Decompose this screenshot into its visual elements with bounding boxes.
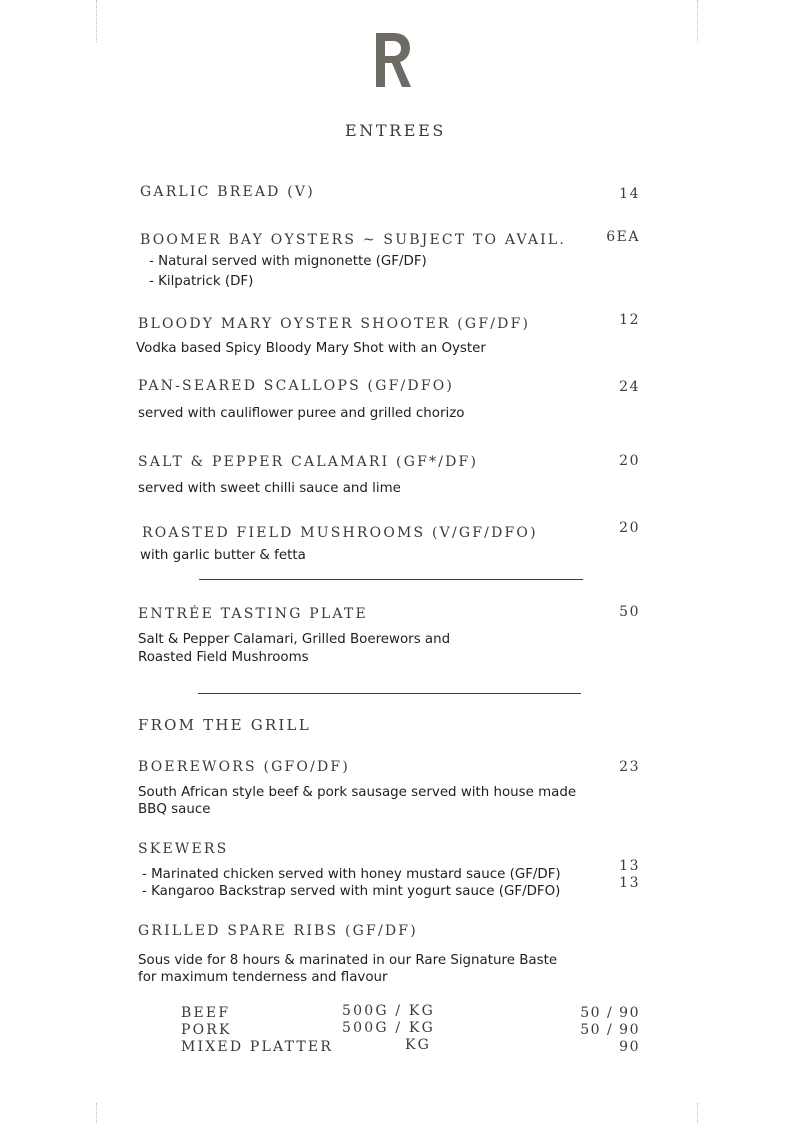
item-name-spare-ribs: GRILLED SPARE RIBS (GF/DF) (138, 923, 418, 939)
item-desc-oysters-kilpatrick: - Kilpatrick (DF) (149, 274, 254, 289)
item-price-skewers-kangaroo: 13 (619, 875, 640, 891)
item-desc-spare-ribs-line2: for maximum tenderness and flavour (138, 970, 388, 985)
ribs-row-size: KG (405, 1037, 432, 1053)
ribs-row-size: 500G / KG (342, 1020, 435, 1036)
item-price-oysters: 6EA (606, 229, 640, 245)
logo-r-icon (376, 33, 412, 87)
crop-mark-top-right (697, 0, 698, 42)
item-name-oysters: BOOMER BAY OYSTERS ~ SUBJECT TO AVAIL. (140, 232, 567, 248)
ribs-row-size: 500G / KG (342, 1003, 435, 1019)
divider-line (199, 579, 583, 580)
item-desc-oysters-natural: - Natural served with mignonette (GF/DF) (149, 254, 427, 269)
ribs-row-price: 90 (619, 1039, 640, 1055)
section-title-grill: FROM THE GRILL (138, 716, 311, 734)
item-desc-boerewors-line1: South African style beef & pork sausage served with house made (138, 785, 577, 800)
item-desc-mushrooms: with garlic butter & fetta (140, 548, 306, 563)
item-price-scallops: 24 (619, 379, 640, 395)
item-desc-scallops: served with cauliflower puree and grilled chorizo (138, 406, 465, 421)
item-desc-skewers-kangaroo: - Kangaroo Backstrap served with mint yogurt sauce (GF/DFO) (142, 884, 561, 899)
item-desc-tasting-plate-line2: Roasted Field Mushrooms (138, 650, 309, 665)
crop-mark-top-left (96, 0, 97, 42)
crop-mark-bottom-left (96, 1103, 97, 1123)
item-name-garlic-bread: GARLIC BREAD (V) (140, 184, 315, 200)
item-desc-skewers-chicken: - Marinated chicken served with honey mustard sauce (GF/DF) (142, 867, 561, 882)
item-desc-oyster-shooter: Vodka based Spicy Bloody Mary Shot with an Oyster (136, 341, 486, 356)
item-desc-spare-ribs-line1: Sous vide for 8 hours & marinated in our Rare Signature Baste (138, 953, 558, 968)
divider-line (198, 693, 581, 694)
item-name-skewers: SKEWERS (138, 841, 229, 857)
item-desc-calamari: served with sweet chilli sauce and lime (138, 481, 401, 496)
item-price-oyster-shooter: 12 (619, 312, 640, 328)
ribs-row-price: 50 / 90 (580, 1022, 640, 1038)
ribs-row-label: PORK (181, 1022, 232, 1038)
item-price-mushrooms: 20 (619, 520, 640, 536)
section-title-entrees: ENTREES (345, 121, 446, 140)
item-desc-boerewors-line2: BBQ sauce (138, 802, 211, 817)
item-name-mushrooms: ROASTED FIELD MUSHROOMS (V/GF/DFO) (142, 525, 538, 541)
crop-mark-bottom-right (697, 1103, 698, 1123)
item-price-boerewors: 23 (619, 759, 640, 775)
item-price-skewers-chicken: 13 (619, 858, 640, 874)
ribs-row-label: MIXED PLATTER (181, 1039, 334, 1055)
item-price-garlic-bread: 14 (619, 186, 640, 202)
item-desc-tasting-plate-line1: Salt & Pepper Calamari, Grilled Boerewors and (138, 632, 451, 647)
ribs-row-label: BEEF (181, 1005, 231, 1021)
item-name-tasting-plate: ENTRÉE TASTING PLATE (138, 606, 368, 622)
item-price-calamari: 20 (619, 453, 640, 469)
item-name-calamari: SALT & PEPPER CALAMARI (GF*/DF) (138, 454, 479, 470)
item-name-scallops: PAN-SEARED SCALLOPS (GF/DFO) (138, 378, 455, 394)
item-name-oyster-shooter: BLOODY MARY OYSTER SHOOTER (GF/DF) (138, 316, 531, 332)
item-price-tasting-plate: 50 (619, 604, 640, 620)
ribs-row-price: 50 / 90 (580, 1005, 640, 1021)
item-name-boerewors: BOEREWORS (GFO/DF) (138, 759, 351, 775)
